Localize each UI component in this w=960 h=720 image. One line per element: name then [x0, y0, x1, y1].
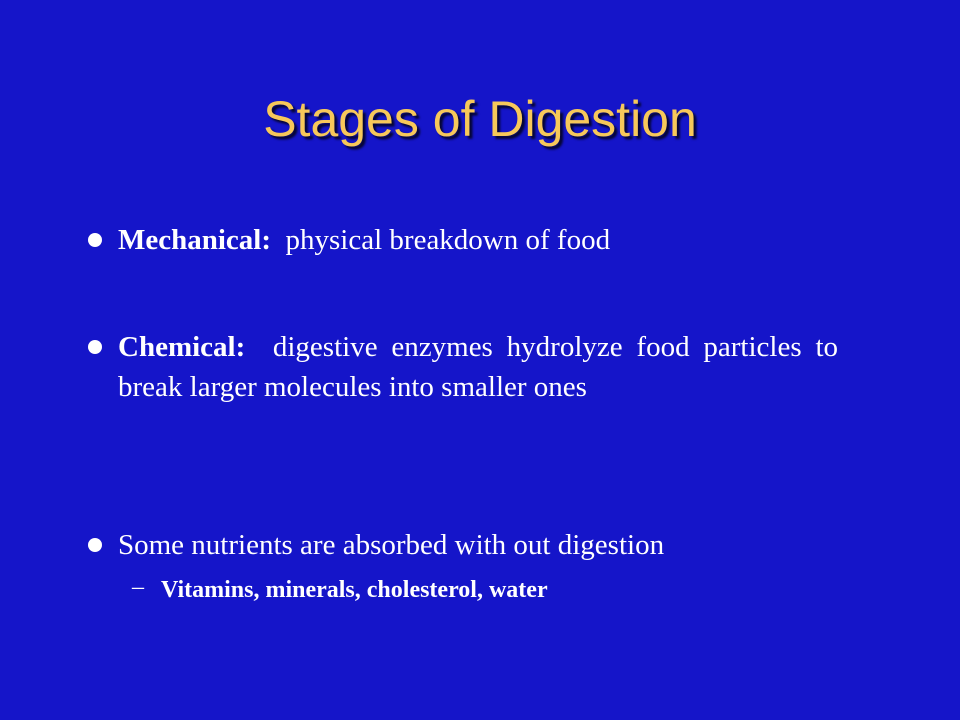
bullet-term: Mechanical: — [118, 224, 272, 256]
bullet-term: Chemical: — [118, 331, 246, 363]
sub-bullet-text: Vitamins, minerals, cholesterol, water — [161, 577, 548, 603]
bullet-description: Some nutrients are absorbed with out digestion — [118, 529, 665, 561]
bullet-dot-icon — [88, 233, 102, 247]
bullet-dot-icon — [88, 340, 102, 354]
slide-title: Stages of Digestion — [263, 91, 697, 147]
bullet-mechanical — [118, 220, 838, 260]
bullet-absorption — [118, 525, 838, 565]
bullet-dot-icon — [88, 538, 102, 552]
sub-bullet-dash: – — [132, 574, 144, 600]
bullet-description: digestive enzymes hydrolyze food particles to break larger molecules into smaller ones — [118, 331, 838, 403]
bullet-chemical — [118, 327, 838, 407]
bullet-description: physical breakdown of food — [285, 224, 611, 256]
